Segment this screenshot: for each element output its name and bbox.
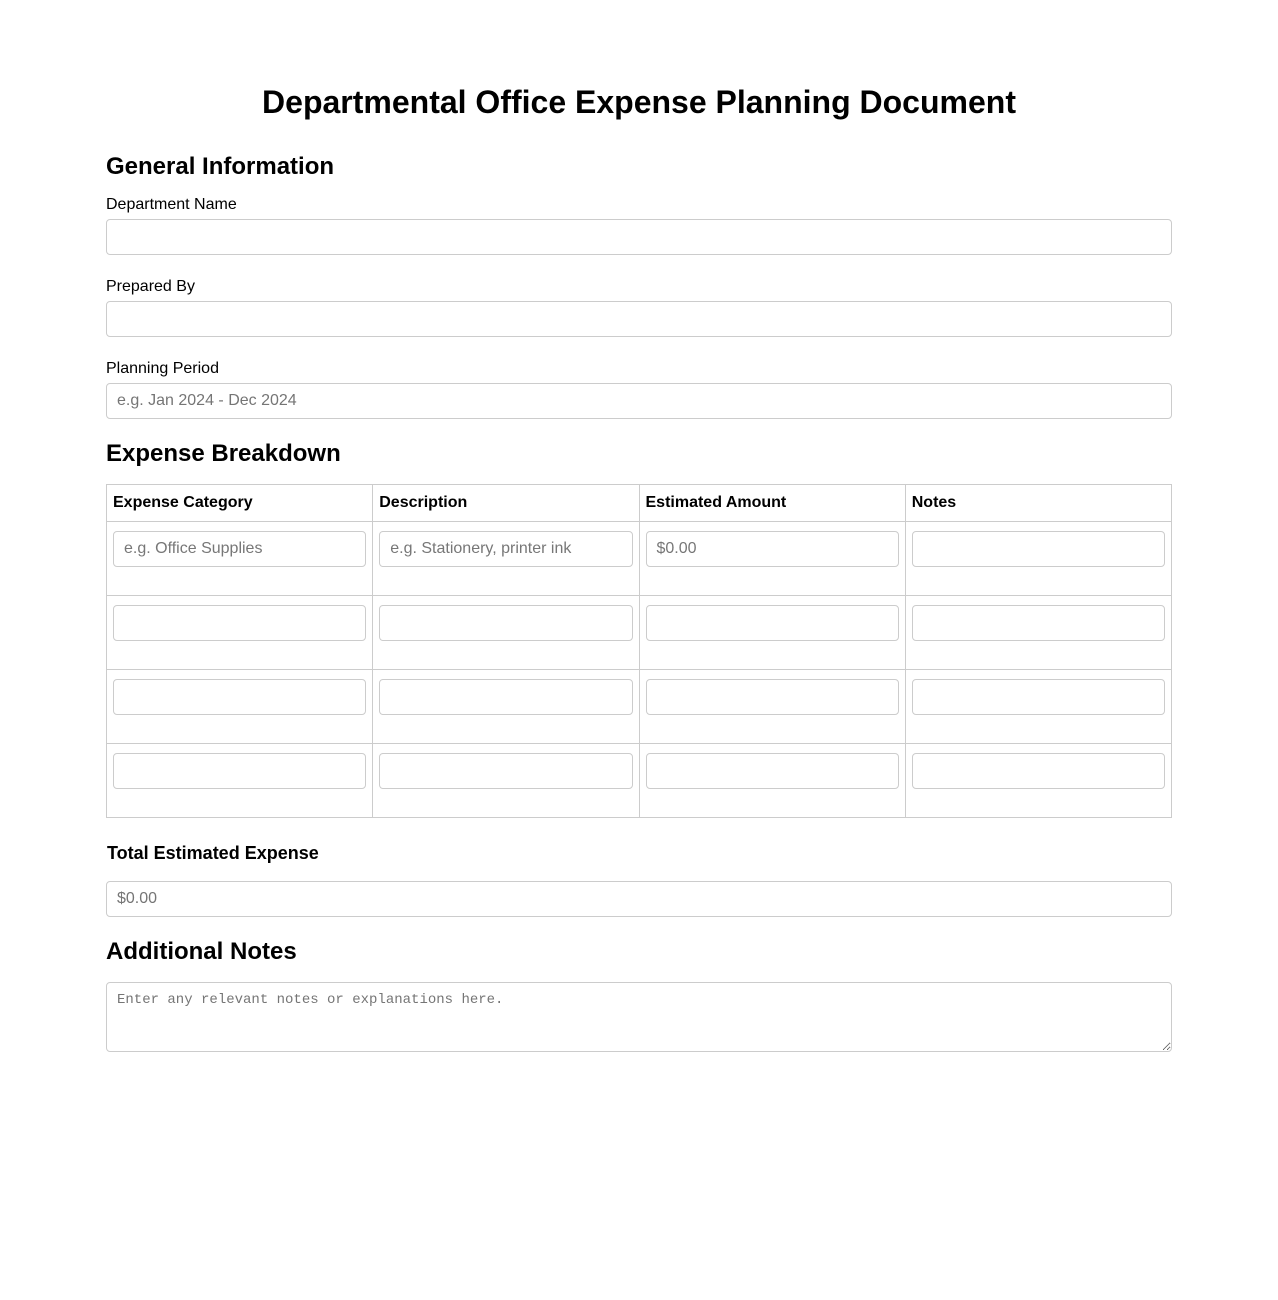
table-row [107,670,1172,744]
column-header-category: Expense Category [107,485,373,522]
table-cell-description [373,670,639,744]
table-cell-description [373,744,639,818]
amount-input[interactable] [646,605,899,641]
table-cell-amount [639,744,905,818]
table-cell-notes [905,744,1171,818]
table-cell-amount [639,522,905,596]
description-input[interactable] [379,679,632,715]
expense-breakdown-heading: Expense Breakdown [106,440,341,467]
prepared-by-label: Prepared By [106,278,195,295]
table-cell-notes [905,522,1171,596]
table-cell-notes [905,670,1171,744]
total-estimated-expense-input[interactable] [106,881,1172,917]
notes-input[interactable] [912,753,1165,789]
notes-input[interactable] [912,531,1165,567]
document [106,0,1172,1052]
planning-period-label: Planning Period [106,360,219,377]
amount-input[interactable] [646,679,899,715]
table-cell-category [107,744,373,818]
table-row [107,744,1172,818]
table-cell-notes [905,596,1171,670]
additional-notes-textarea[interactable] [106,982,1172,1052]
amount-input[interactable] [646,531,899,567]
table-cell-amount [639,596,905,670]
description-input[interactable] [379,531,632,567]
department-name-label: Department Name [106,196,237,213]
description-placeholder: e.g. Stationery, printer ink [390,540,572,557]
category-placeholder: e.g. Office Supplies [124,540,263,557]
table-cell-description [373,522,639,596]
amount-input[interactable] [646,753,899,789]
expense-table [106,484,1172,818]
column-header-amount: Estimated Amount [639,485,905,522]
planning-period-input[interactable] [106,383,1172,419]
table-cell-amount [639,670,905,744]
table-cell-category [107,670,373,744]
column-header-description: Description [373,485,639,522]
category-input[interactable] [113,531,366,567]
description-input[interactable] [379,753,632,789]
prepared-by-input[interactable] [106,301,1172,337]
total-estimated-expense-label: Total Estimated Expense [107,843,319,863]
page-title: Departmental Office Expense Planning Document [262,84,1016,120]
amount-placeholder: $0.00 [656,540,697,557]
column-header-notes: Notes [905,485,1171,522]
table-header-row [107,485,1172,522]
table-cell-category [107,596,373,670]
department-name-input[interactable] [106,219,1172,255]
table-row [107,522,1172,596]
description-input[interactable] [379,605,632,641]
table-row [107,596,1172,670]
notes-input[interactable] [912,605,1165,641]
notes-input[interactable] [912,679,1165,715]
category-input[interactable] [113,605,366,641]
category-input[interactable] [113,753,366,789]
general-information-heading: General Information [106,153,335,180]
table-cell-category [107,522,373,596]
additional-notes-heading: Additional Notes [106,938,297,965]
table-cell-description [373,596,639,670]
category-input[interactable] [113,679,366,715]
